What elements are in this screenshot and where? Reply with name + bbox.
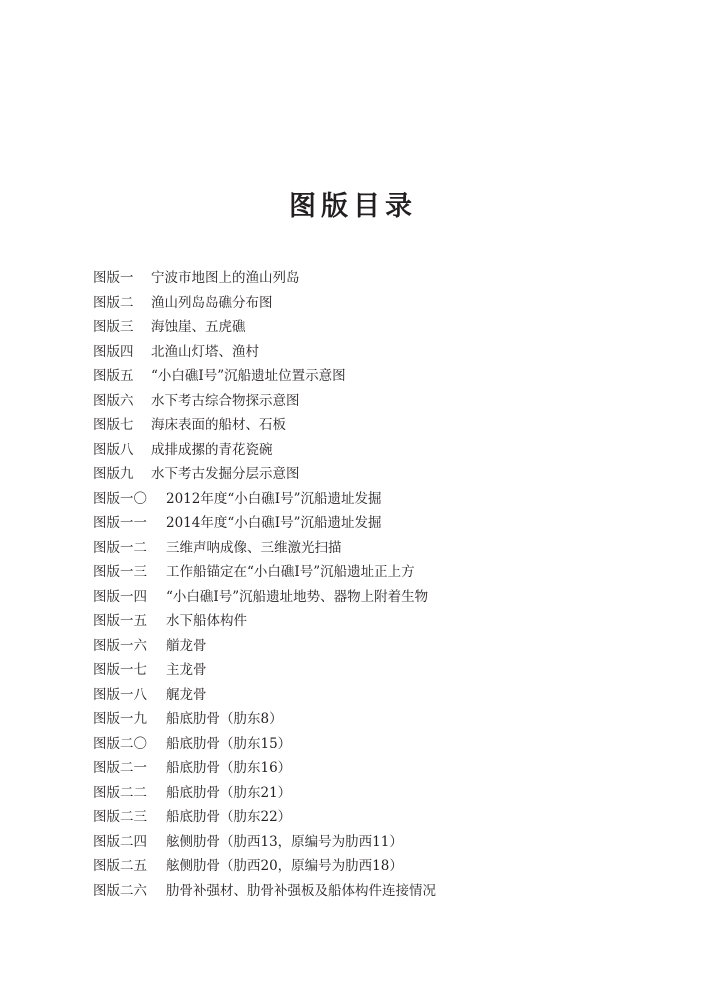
plate-caption: 水下考古发掘分层示意图 [151,466,300,482]
plate-number: 图版八 [93,441,134,458]
plate-caption: 船底肋骨（肋东15） [166,735,292,752]
plate-number: 图版六 [93,392,134,409]
plate-caption: 水下考古综合物探示意图 [151,392,300,409]
plate-caption: “小白礁Ⅰ号”沉船遗址地势、器物上附着生物 [166,588,429,605]
plate-entry [93,854,693,879]
plate-number: 图版二 [93,294,134,311]
plate-number: 图版二二 [93,784,147,801]
plate-caption: 2014年度“小白礁Ⅰ号”沉船遗址发掘 [166,515,382,531]
plate-caption: 舷侧肋骨（肋西13，原编号为肋西11） [166,833,403,850]
plate-number: 图版一五 [93,613,147,629]
page-title: 图版目录 [289,191,417,222]
plate-caption: 宁波市地图上的渔山列岛 [151,270,300,286]
plate-number: 图版七 [93,417,134,433]
plate-entry [93,389,693,414]
plate-caption: 肋骨补强材、肋骨补强板及船体构件连接情况 [166,882,436,899]
plate-entry [93,536,693,561]
plate-entry [93,438,693,463]
plate-caption: 三维声呐成像、三维激光扫描 [166,539,342,556]
plate-number: 图版一八 [93,686,147,703]
plate-caption: 船底肋骨（肋东22） [166,809,292,825]
plate-caption: 2012年度“小白礁Ⅰ号”沉船遗址发掘 [166,490,382,507]
plate-entry [93,413,693,438]
plate-caption: 海床表面的船材、石板 [151,417,286,433]
plate-number: 图版一七 [93,662,147,678]
plate-number: 图版一 [93,270,134,286]
plate-entry [93,462,693,487]
plate-entry [93,511,693,536]
plate-number: 图版一四 [93,588,147,605]
plate-number: 图版一九 [93,711,147,727]
plate-caption: 舷侧肋骨（肋西20，原编号为肋西18） [166,858,403,874]
plate-entry [93,707,693,732]
plate-entry [93,487,693,512]
plate-entry [93,340,693,365]
plate-list [93,266,693,903]
plate-entry [93,805,693,830]
plate-caption: 船底肋骨（肋东16） [166,760,292,776]
plate-entry [93,315,693,340]
plate-entry [93,266,693,291]
plate-entry [93,658,693,683]
plate-number: 图版二一 [93,760,147,776]
plate-entry [93,364,693,389]
plate-number: 图版一一 [93,515,147,531]
plate-number: 图版一二 [93,539,147,556]
plate-number: 图版一〇 [93,490,147,507]
plate-caption: 艉龙骨 [166,686,207,703]
plate-number: 图版一三 [93,564,147,580]
plate-number: 图版四 [93,343,134,360]
plate-number: 图版三 [93,319,134,335]
plate-number: 图版二四 [93,833,147,850]
plate-entry [93,879,693,904]
plate-number: 图版二六 [93,882,147,899]
plate-caption: 成排成摞的青花瓷碗 [151,441,273,458]
plate-caption: 船底肋骨（肋东8） [166,711,283,727]
plate-entry [93,683,693,708]
plate-caption: 水下船体构件 [166,613,247,629]
plate-entry [93,756,693,781]
plate-entry [93,585,693,610]
plate-number: 图版五 [93,368,134,384]
plate-entry [93,291,693,316]
plate-caption: 艏龙骨 [166,637,207,654]
plate-caption: 主龙骨 [166,662,207,678]
plate-entry [93,732,693,757]
plate-caption: 渔山列岛岛礁分布图 [151,294,273,311]
plate-caption: 船底肋骨（肋东21） [166,784,292,801]
plate-caption: 海蚀崖、五虎礁 [151,319,246,335]
plate-number: 图版九 [93,466,134,482]
plate-number: 图版一六 [93,637,147,654]
plate-caption: 北渔山灯塔、渔村 [151,343,259,360]
plate-entry [93,560,693,585]
plate-number: 图版二〇 [93,735,147,752]
plate-entry [93,781,693,806]
plate-number: 图版二三 [93,809,147,825]
plate-entry [93,634,693,659]
plate-caption: 工作船锚定在“小白礁Ⅰ号”沉船遗址正上方 [166,564,415,580]
plate-caption: “小白礁Ⅰ号”沉船遗址位置示意图 [151,368,346,384]
plate-entry [93,609,693,634]
plate-entry [93,830,693,855]
plate-number: 图版二五 [93,858,147,874]
